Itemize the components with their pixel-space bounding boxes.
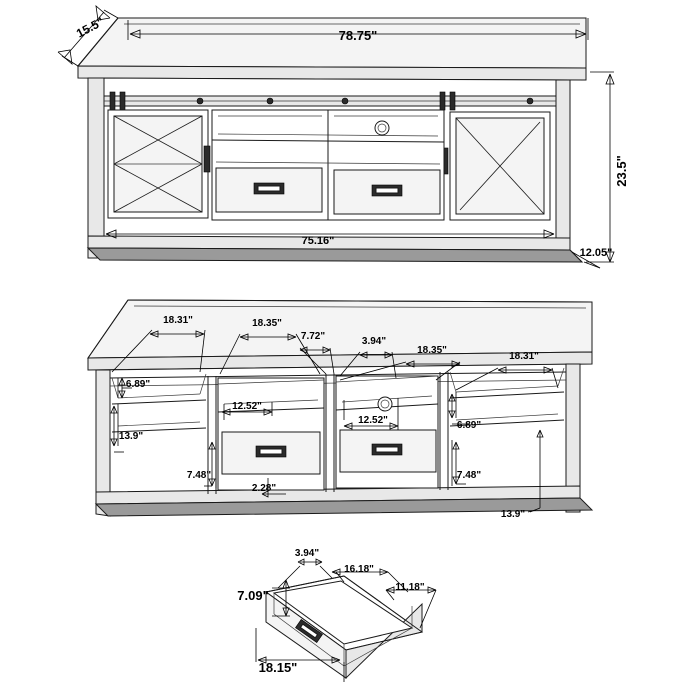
dim-label-center-gap: 7.72"	[300, 331, 326, 342]
dim-label-center-small: 3.94"	[361, 336, 387, 347]
dim-label-left-total-height: 13.9"	[118, 431, 144, 442]
dim-label-right-drawer-height: 7.48"	[456, 470, 482, 481]
dim-label-left-cubby-width: 18.35"	[252, 318, 282, 329]
dim-label-drawer-width: 18.15"	[258, 660, 298, 675]
dim-label-drawer-opening-right: 12.52"	[358, 415, 388, 426]
rear-interior-view	[88, 300, 592, 516]
dim-label-left-drawer-height: 7.48"	[186, 470, 212, 481]
front-elevation-view	[58, 6, 614, 268]
dim-label-drawer-inner-width: 16.18"	[344, 564, 374, 575]
dim-label-left-shelf-width: 18.31"	[163, 315, 193, 326]
dim-label-drawer-side-depth: 3.94"	[294, 548, 320, 559]
dim-label-right-shelf-height: 6.89"	[456, 420, 482, 431]
dim-label-overall-width: 78.75"	[338, 28, 378, 43]
dim-label-drawer-height: 7.09"	[237, 588, 269, 603]
dim-label-drawer-inner-depth: 11.18"	[395, 582, 425, 593]
dim-label-depth-top: 15.5"	[74, 14, 107, 41]
dim-label-base-depth: 12.05"	[579, 247, 613, 259]
dim-label-right-total-height: 13.9"	[500, 509, 526, 520]
dim-label-drawer-opening-left: 12.52"	[232, 401, 262, 412]
dim-label-left-shelf-height: 6.89"	[125, 379, 151, 390]
dim-label-right-cubby-width: 18.35"	[417, 345, 447, 356]
dim-label-inner-width: 75.16"	[301, 235, 335, 247]
dim-label-right-shelf-width: 18.31"	[509, 351, 539, 362]
dim-label-overall-height: 23.5"	[614, 155, 629, 187]
dim-label-divider-thickness: 2.28"	[251, 483, 277, 494]
